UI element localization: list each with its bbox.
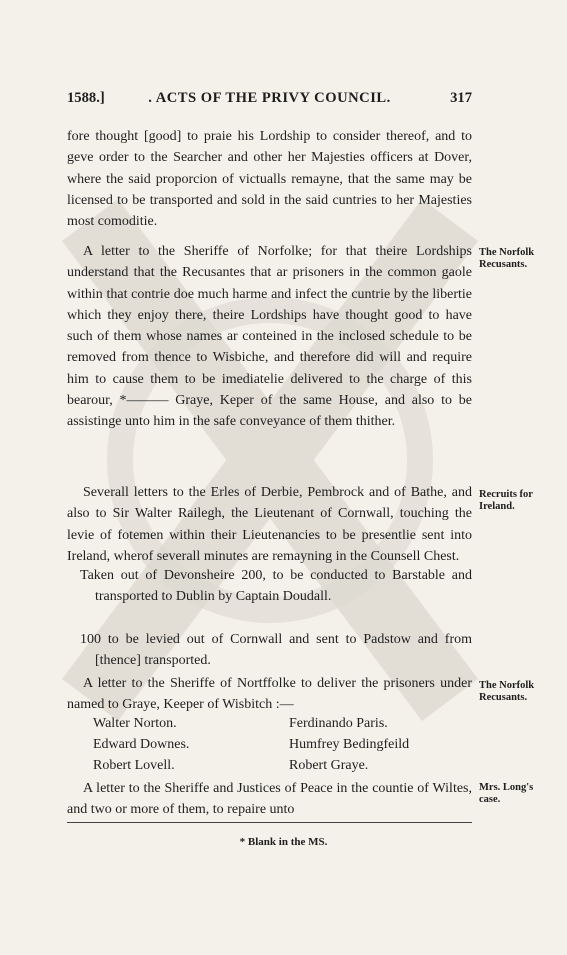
- paragraph-continuation: fore thought [good] to praie his Lordship to consider thereof, and to geve order to the Searcher and other her Majesties officers at Dover, where the said proporcion of victualls remayne, that the same may be licensed to be transported and sold in the said cuntries to her Majesties most comoditie.: [67, 129, 472, 230]
- footnote: * Blank in the MS.: [239, 836, 328, 848]
- paragraph-wiltes-letter: A letter to the Sheriffe and Justices of Peace in the countie of Wiltes, and two or more of them, to repaire unto: [67, 781, 472, 818]
- footnote-rule: [67, 822, 472, 823]
- prisoner-name: Robert Lovell.: [93, 758, 175, 773]
- margin-note-recruits-ireland: Recruits for Ireland.: [479, 489, 533, 512]
- paragraph-severall-letters: Severall letters to the Erles of Derbie, Pembrock and of Bathe, and also to Sir Walter Railegh, the Lieutenant of Cornwall, touching the levie of fotemen within their Lieutenancies to be presentlie sent into Ireland, wherof severall minutes are remayning in the Counsell Chest.: [67, 485, 472, 564]
- prisoner-name: Walter Norton.: [93, 716, 177, 731]
- running-header: [67, 90, 472, 110]
- margin-note-norfolk-recusants: The Norfolk Recusants.: [479, 247, 535, 270]
- prisoner-name: Humfrey Bedingfeild: [289, 737, 410, 752]
- header-year: 1588.]: [67, 90, 105, 106]
- paragraph-prisoners-letter: A letter to the Sheriffe of Nortffolke to deliver the prisoners under named to Graye, Keeper of Wisbitch :—: [67, 676, 472, 713]
- levy-entry-cornwall: 100 to be levied out of Cornwall and sent to Padstow and from [thence] transported.: [80, 632, 472, 669]
- margin-note-norfolk-recusants-2: The Norfolk Recusants.: [479, 680, 535, 703]
- prisoner-name: Edward Downes.: [93, 737, 190, 752]
- paragraph-norfolk-letter: A letter to the Sheriffe of Norfolke; for that theire Lordships understand that the Recusantes that ar prisoners in the common gaole within that contrie doe much harme and infect the cuntrie by the libertie which they enjoy there, theire Lordships have thought good to have such of them whose names ar conteined in the inclosed schedule to be removed from thence to Wisbiche, and therefore did will and require him to cause them to be imediatelie delivered to the charge of this bearour, *——— Graye, Keper of the same House, and also to be assistinge unto him in the safe conveyance of them thither.: [67, 244, 472, 430]
- prisoner-name: Robert Graye.: [289, 758, 369, 773]
- levy-entry-devonsheire: Taken out of Devonsheire 200, to be conducted to Barstable and transported to Dublin by Captain Doudall.: [80, 568, 472, 605]
- page-number: 317: [450, 90, 472, 106]
- prisoner-name: Ferdinando Paris.: [289, 716, 388, 731]
- margin-note-mrs-longs-case: Mrs. Long's case.: [479, 782, 534, 805]
- header-title: . ACTS OF THE PRIVY COUNCIL.: [148, 90, 391, 106]
